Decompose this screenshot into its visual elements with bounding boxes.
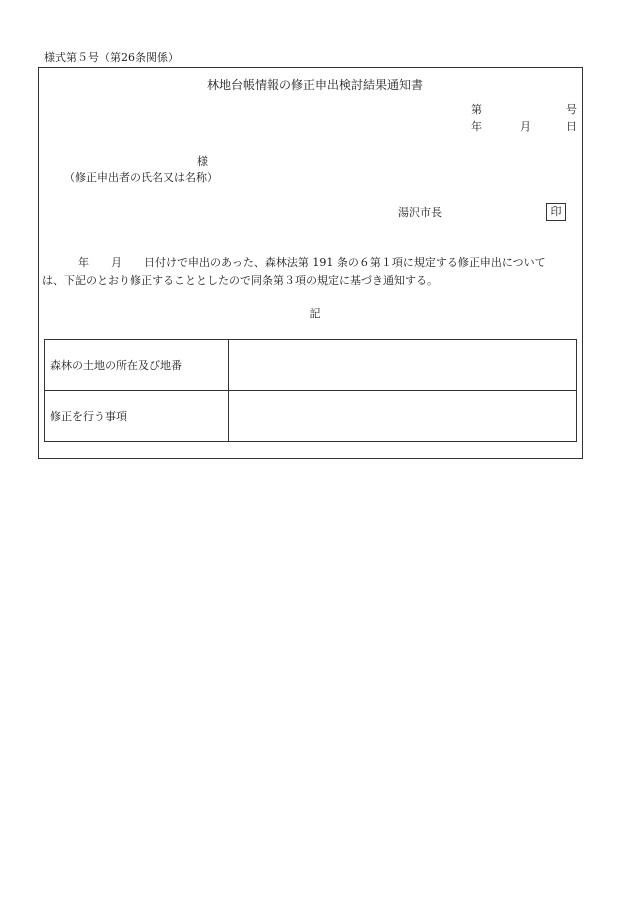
addressee-honorific: 様 <box>197 155 208 168</box>
row-label-correction-items: 修正を行う事項 <box>45 391 229 442</box>
number-suffix: 号 <box>566 103 577 116</box>
sender-name: 湯沢市長 <box>398 206 442 219</box>
body-text-line-2: は、下記のとおり修正することとしたので同条第３項の規定に基づき通知する。 <box>42 274 438 287</box>
table-row <box>45 391 577 442</box>
row-value-correction-items[interactable] <box>229 391 577 442</box>
date-day: 日 <box>566 120 577 133</box>
addressee-note: （修正申出者の氏名又は名称） <box>64 171 218 184</box>
ki-heading: 記 <box>309 307 321 320</box>
seal-box: 印 <box>546 203 566 221</box>
row-label-land-location: 森林の土地の所在及び地番 <box>45 340 229 391</box>
number-prefix: 第 <box>471 103 482 116</box>
table-row <box>45 340 577 391</box>
details-table <box>44 339 577 442</box>
body-text-line-1: 年 月 日付けで申出のあった、森林法第 191 条の６第１項に規定する修正申出について <box>78 256 546 269</box>
form-number-label: 様式第５号（第26条関係） <box>44 51 179 64</box>
date-month: 月 <box>520 120 531 133</box>
document-title: 林地台帳情報の修正申出検討結果通知書 <box>206 78 423 92</box>
row-value-land-location[interactable] <box>229 340 577 391</box>
date-year: 年 <box>471 120 482 133</box>
